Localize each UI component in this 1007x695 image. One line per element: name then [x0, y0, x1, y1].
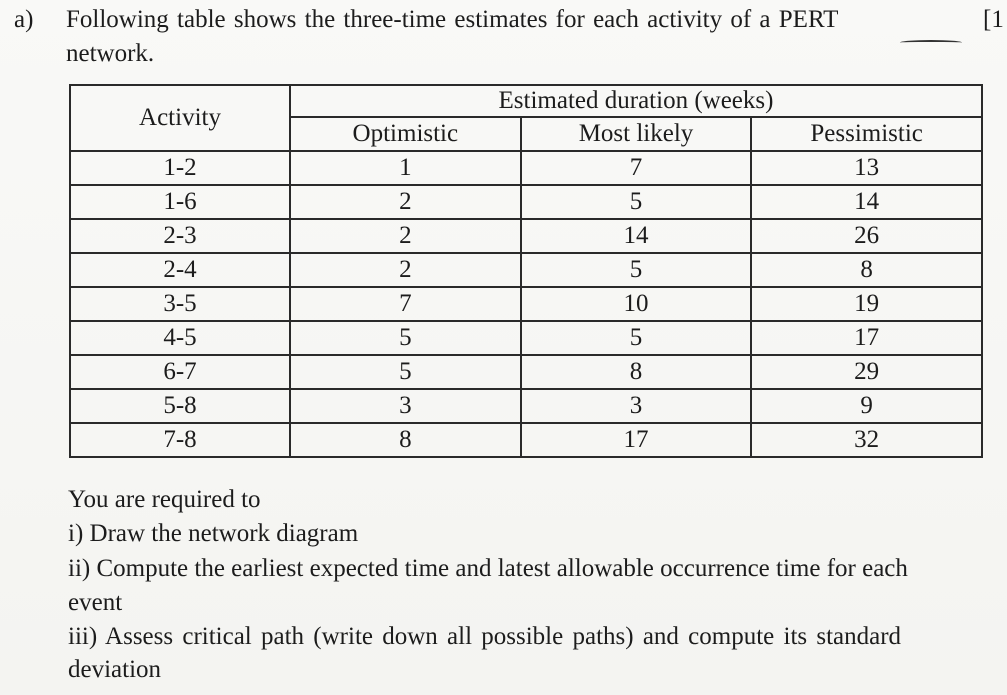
cell-activity: 5-8 [70, 389, 290, 423]
cell-most-likely: 5 [521, 321, 752, 355]
cell-most-likely: 3 [521, 389, 752, 423]
cell-optimistic: 5 [290, 321, 521, 355]
cell-pessimistic: 17 [751, 321, 982, 355]
cell-activity: 7-8 [70, 423, 290, 457]
cell-most-likely: 17 [521, 423, 752, 457]
question-text-line2: network. [66, 40, 155, 67]
table-row [70, 185, 982, 219]
cell-most-likely: 8 [521, 355, 752, 389]
table-row [70, 151, 982, 185]
cell-most-likely: 5 [521, 253, 752, 287]
cell-pessimistic: 29 [751, 355, 982, 389]
cell-pessimistic: 32 [751, 423, 982, 457]
table-row [70, 389, 982, 423]
cell-pessimistic: 9 [751, 389, 982, 423]
cell-optimistic: 1 [290, 151, 521, 185]
header-estimated-duration: Estimated duration (weeks) [290, 85, 982, 117]
table-row [70, 287, 982, 321]
question-text-line1: Following table shows the three-time estimates for each activity of a PERT [66, 6, 839, 33]
cell-optimistic: 7 [290, 287, 521, 321]
question-marks: [1 [983, 6, 1004, 33]
cell-optimistic: 2 [290, 219, 521, 253]
header-activity: Activity [70, 85, 290, 151]
cell-activity: 2-4 [70, 253, 290, 287]
cell-optimistic: 2 [290, 185, 521, 219]
cell-pessimistic: 19 [751, 287, 982, 321]
table-row [70, 253, 982, 287]
handwritten-underline-mark [900, 40, 962, 45]
header-pessimistic: Pessimistic [751, 117, 982, 151]
cell-pessimistic: 14 [751, 185, 982, 219]
cell-activity: 1-2 [70, 151, 290, 185]
question-label: a) [14, 6, 34, 33]
table-row [70, 321, 982, 355]
cell-optimistic: 2 [290, 253, 521, 287]
cell-most-likely: 10 [521, 287, 752, 321]
cell-most-likely: 14 [521, 219, 752, 253]
cell-pessimistic: 13 [751, 151, 982, 185]
instruction-item-3-line2: deviation [68, 656, 162, 683]
instruction-item-3-line1: iii) Assess critical path (write down all possible paths) and compute its standard [68, 623, 902, 650]
cell-most-likely: 5 [521, 185, 752, 219]
instruction-item-2-line1: ii) Compute the earliest expected time and latest allowable occurrence time for each [68, 555, 908, 582]
instructions-intro: You are required to [68, 486, 261, 513]
cell-optimistic: 3 [290, 389, 521, 423]
cell-optimistic: 8 [290, 423, 521, 457]
table-row [70, 219, 982, 253]
cell-activity: 2-3 [70, 219, 290, 253]
table-row [70, 423, 982, 457]
instruction-item-1: i) Draw the network diagram [68, 520, 359, 547]
header-most-likely: Most likely [521, 117, 752, 151]
cell-optimistic: 5 [290, 355, 521, 389]
cell-activity: 1-6 [70, 185, 290, 219]
cell-pessimistic: 26 [751, 219, 982, 253]
cell-most-likely: 7 [521, 151, 752, 185]
table-row [70, 355, 982, 389]
instruction-item-2-line2: event [68, 589, 123, 616]
cell-activity: 4-5 [70, 321, 290, 355]
header-optimistic: Optimistic [290, 117, 521, 151]
cell-activity: 3-5 [70, 287, 290, 321]
cell-activity: 6-7 [70, 355, 290, 389]
pert-estimates-table [69, 84, 983, 458]
cell-pessimistic: 8 [751, 253, 982, 287]
